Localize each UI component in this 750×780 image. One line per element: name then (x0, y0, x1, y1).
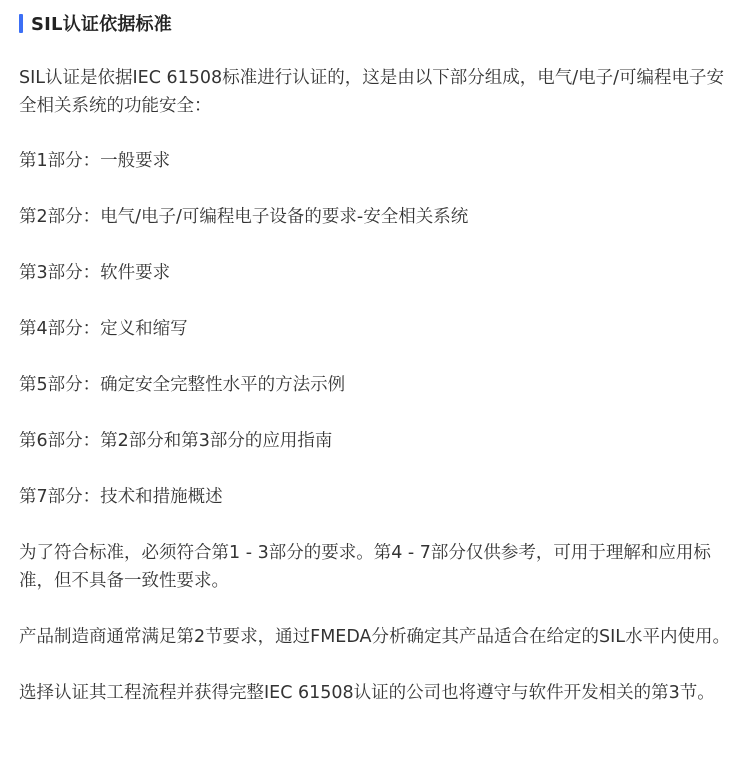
section-heading (19, 8, 738, 38)
part-7-paragraph: 第7部分：技术和措施概述 (19, 487, 223, 507)
part-5-paragraph: 第5部分：确定安全完整性水平的方法示例 (19, 375, 346, 395)
part-4-paragraph: 第4部分：定义和缩写 (19, 319, 188, 339)
manufacturer-paragraph: 产品制造商通常满足第2节要求，通过FMEDA分析确定其产品适合在给定的SIL水平内使用。 (19, 627, 731, 647)
conformance-paragraph: 为了符合标准，必须符合第1 - 3部分的要求。第4 - 7部分仅供参考，可用于理解和应用标准，但不具备一致性要求。 (19, 543, 711, 591)
part-6-paragraph: 第6部分：第2部分和第3部分的应用指南 (19, 431, 333, 451)
part-3-paragraph: 第3部分：软件要求 (19, 263, 171, 283)
certification-paragraph: 选择认证其工程流程并获得完整IEC 61508认证的公司也将遵守与软件开发相关的第3节。 (19, 683, 715, 703)
part-2-paragraph: 第2部分：电气/电子/可编程电子设备的要求-安全相关系统 (19, 207, 469, 227)
section-title: SIL认证依据标准 (31, 14, 172, 35)
part-1-paragraph: 第1部分：一般要求 (19, 151, 171, 171)
intro-paragraph: SIL认证是依据IEC 61508标准进行认证的，这是由以下部分组成，电气/电子/可编程电子安全相关系统的功能安全： (19, 68, 724, 116)
heading-accent-bar (19, 14, 23, 33)
